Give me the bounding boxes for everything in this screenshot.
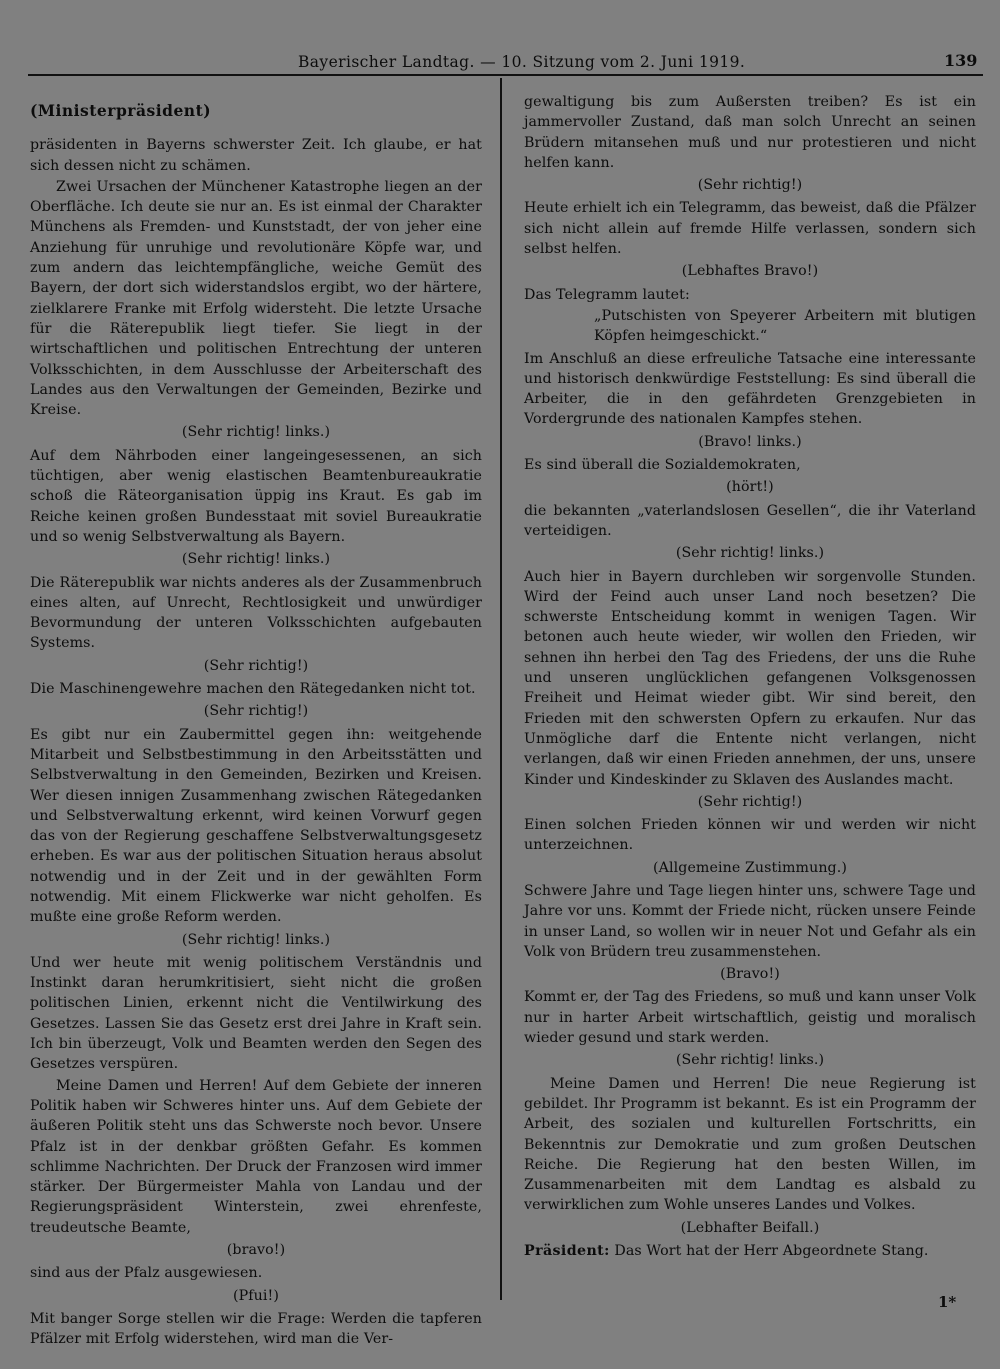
paragraph: Auf dem Nährboden einer langeingesessenen, an sich tüchtigen, aber wenig elastischen Beamtenbureaukratie schoß die Räteorganisation üppig ins Kraut. Es gab im Reiche keinen großen Bundesstaat mit soviel Bureaukratie und so wenig Selbstverwaltung als Bayern. xyxy=(30,447,482,545)
interjection: (Sehr richtig!) xyxy=(697,793,803,810)
paragraph: Im Anschluß an diese erfreuliche Tatsache eine interessante und historisch denkwürdige Feststellung: Es sind überall die Arbeiter, die in den gefährdeten Grenzgebieten in Vordergrunde des nationalen Kampfes stehen. xyxy=(524,350,976,428)
interjection: (Sehr richtig!) xyxy=(203,657,309,674)
paragraph: Mit banger Sorge stellen wir die Frage: Werden die tapferen Pfälzer mit Erfolg widerstehen, wird man die Ver- xyxy=(30,1310,482,1348)
paragraph: Und wer heute mit wenig politischem Verständnis und Instinkt daran herumkritisiert, sieht nicht die großen politischen Linien, erkennt nicht die Ventilwirkung des Gesetzes. Lassen Sie das Gesetz erst drei Jahre in Kraft sein. Ich bin überzeugt, Volk und Beamten werden den Segen des Gesetzes verspüren. xyxy=(30,954,482,1073)
interjection: (Sehr richtig! links.) xyxy=(675,545,825,562)
paragraph: Heute erhielt ich ein Telegramm, das beweist, daß die Pfälzer sich nicht allein auf fremde Hilfe verlassen, sondern sich selbst helfen. xyxy=(524,200,976,258)
interjection: (Sehr richtig!) xyxy=(203,703,309,720)
column-divider xyxy=(500,78,502,1300)
paragraph: Es gibt nur ein Zaubermittel gegen ihn: weitgehende Mitarbeit und Selbstbestimmung in den Arbeitsstätten und Selbstverwaltung in den Gemeinden, Bezirken und Kreisen. Wer diesen innigen Zusammenhang zwischen Rätegedanken und Selbstverwaltung erkennt, wird keinen Vorwurf gegen das von der Regierung geschaffene Selbstverwaltungsgesetz erheben. Es war aus der politischen Situation heraus absolut notwendig und in der Zeit und in der gewählten Form notwendig. Mit einem Flickwerke war nicht geholfen. Es mußte eine große Reform werden. xyxy=(30,726,482,926)
paragraph: Zwei Ursachen der Münchener Katastrophe liegen an der Oberfläche. Ich deute sie nur an. Es ist einmal der Charakter Münchens als Fremden- und Kunststadt, der von jeher eine Anziehung für unruhige und revolutionäre Köpfe war, und zum andern das leichtempfängliche, weiche Gemüt des Bayern, der dort sich widerstandslos ergibt, wo der härtere, zielklarere Franke mit Erfolg widersteht. Die letzte Ursache für die Räterepublik liegt tiefer. Sie liegt in der wirtschaftlichen und politischen Entrechtung der unteren Volksschichten, in dem Ausschlusse der Arbeiterschaft des Landes aus den Verwaltungen der Gemeinden, Bezirke und Kreise. xyxy=(30,178,482,419)
interjection: (hört!) xyxy=(726,479,774,496)
paragraph: gewaltigung bis zum Außersten treiben? Es ist ein jammervoller Zustand, daß man solch Unrecht an seinen Brüdern mitansehen muß und nur protestieren und nicht helfen kann. xyxy=(524,94,976,171)
left-column xyxy=(30,95,482,1351)
paragraph: Schwere Jahre und Tage liegen hinter uns, schwere Tage und Jahre vor uns. Kommt der Friede nicht, rücken unsere Feinde in unser Land, so wollen wir in neuer Not und Gefahr als ein Volk von Brüdern treu zusammenstehen. xyxy=(524,882,976,960)
interjection: (Lebhaftes Bravo!) xyxy=(681,263,819,280)
paragraph: Auch hier in Bayern durchleben wir sorgenvolle Stunden. Wird der Feind auch unser Land noch besetzen? Die schwerste Entscheidung kommt in wenigen Tagen. Wir betonen auch heute wieder, wir wollen den Frieden, wir sehnen ihn herbei den Tag des Friedens, der uns die Ruhe und unseren unglücklichen gefangenen Volksgenossen Freiheit und Heimat wieder gibt. Wir sind bereit, den Frieden mit den schwersten Opfern zu erkaufen. Nur das Unmögliche darf die Entente nicht verlangen, nicht verlangen, daß wir einen Frieden annehmen, der uns, unsere Kinder und Kindeskinder zu Sklaven des Auslandes macht. xyxy=(524,568,976,788)
interjection: (Sehr richtig!) xyxy=(697,177,803,194)
paragraph: Meine Damen und Herren! Die neue Regierung ist gebildet. Ihr Programm ist bekannt. Es ist ein Programm der Arbeit, des sozialen und kulturellen Fortschritts, ein Bekenntnis zur Demokratie und zum großen Deutschen Reiche. Die Regierung hat den besten Willen, im Zusammenarbeiten mit dem Landtag es alsbald zu verwirklichen zum Wohle unseres Landes und Volkes. xyxy=(524,1075,976,1214)
running-title: Bayerischer Landtag. — 10. Sitzung vom 2. Juni 1919. xyxy=(298,53,746,71)
interjection: (Sehr richtig! links.) xyxy=(181,551,331,568)
interjection: (Lebhafter Beifall.) xyxy=(680,1219,820,1236)
closing-text: Das Wort hat der Herr Abgeordnete Stang. xyxy=(614,1243,929,1260)
header-rule xyxy=(28,74,983,76)
right-column xyxy=(524,92,976,1262)
paragraph: Kommt er, der Tag des Friedens, so muß und kann unser Volk nur in harter Arbeit wirtschaftlich, geistig und moralisch wieder gesund und stark werden. xyxy=(524,989,976,1047)
interjection: (Sehr richtig! links.) xyxy=(181,424,331,441)
paragraph: präsidenten in Bayerns schwerster Zeit. Ich glaube, er hat sich dessen nicht zu schämen. xyxy=(30,137,482,174)
interjection: (Allgemeine Zustimmung.) xyxy=(653,859,847,876)
paragraph: Es sind überall die Sozialdemokraten, xyxy=(524,457,801,474)
interjection: (Pfui!) xyxy=(233,1287,279,1304)
paragraph: Die Räterepublik war nichts anderes als der Zusammenbruch eines alten, auf Unrecht, Rechtlosigkeit und unwürdiger Bevormundung der unteren Volksschichten aufgebauten Systems. xyxy=(30,574,482,652)
quoted-telegram: „Putschisten von Speyerer Arbeitern mit blutigen Köpfen heimgeschickt.“ xyxy=(594,307,976,345)
paragraph: Das Telegramm lautet: xyxy=(524,286,690,303)
interjection: (Sehr richtig! links.) xyxy=(181,931,331,948)
closing-line xyxy=(524,1241,976,1261)
paragraph: Einen solchen Frieden können wir und werden wir nicht unterzeichnen. xyxy=(524,817,976,854)
sheet-signature-mark: 1* xyxy=(938,1293,957,1311)
paragraph: sind aus der Pfalz ausgewiesen. xyxy=(30,1265,263,1282)
paragraph: Meine Damen und Herren! Auf dem Gebiete der inneren Politik haben wir Schweres hinter uns. Auf dem Gebiete der äußeren Politik steht uns das Schwerste noch bevor. Unsere Pfalz ist in der denkbar größten Gefahr. Es kommen schlimme Nachrichten. Der Druck der Franzosen wird immer stärker. Der Bürgermeister Mahla von Landau und der Regierungspräsident Winterstein, zwei ehrenfeste, treudeutsche Beamte, xyxy=(30,1077,482,1236)
page-number: 139 xyxy=(944,51,978,70)
speaker-label: (Ministerpräsident) xyxy=(30,101,212,120)
president-speaker-label: Präsident: xyxy=(524,1243,610,1260)
interjection: (Sehr richtig! links.) xyxy=(675,1052,825,1069)
paragraph: Die Maschinengewehre machen den Rätegedanken nicht tot. xyxy=(30,681,476,698)
interjection: (bravo!) xyxy=(226,1242,286,1259)
paragraph: die bekannten „vaterlandslosen Gesellen“, die ihr Vaterland verteidigen. xyxy=(524,502,976,539)
interjection: (Bravo!) xyxy=(720,966,780,983)
interjection: (Bravo! links.) xyxy=(698,433,802,450)
